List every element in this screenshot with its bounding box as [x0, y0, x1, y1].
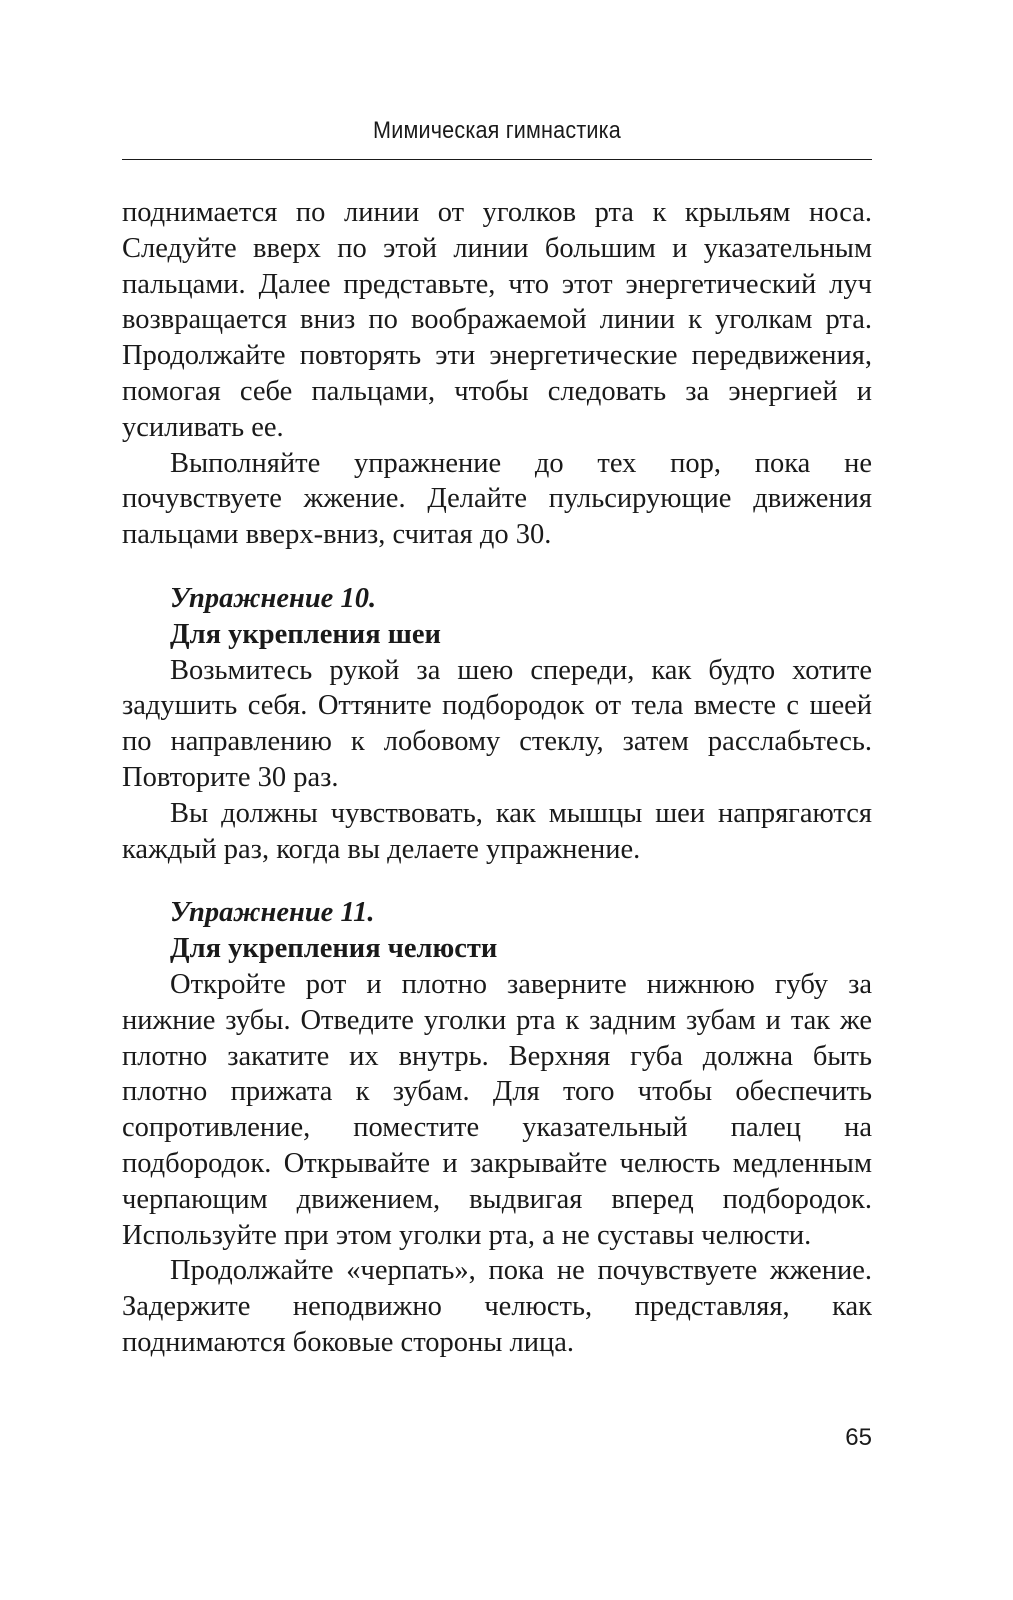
exercise-11-title: Для укрепления челюсти: [170, 933, 498, 965]
header-rule: [122, 159, 872, 160]
exercise-10-number: Упражнение 10.: [170, 582, 377, 614]
exercise-11-heading: [122, 895, 872, 967]
exercise-11-paragraph-1: Откройте рот и плотно заверните нижнюю губу за нижние зубы. Отведите уголки рта к задним зубам и так же плотно закатите их внутрь. Верхняя губа должна быть плотно прижата к зубам. Для того чтобы обеспечить сопротивление, поместите указательный палец на подбородок. Открывайте и закрывайте челюсть медленным черпающим движением, выдвигая вперед подбородок. Используйте при этом уголки рта, а не суставы челюсти.: [122, 968, 872, 1251]
paragraph-continued: поднимается по линии от уголков рта к крыльям носа. Следуйте вверх по этой линии большим и указательным пальцами. Далее представьте, что этот энергетический луч возвращается вниз по воображаемой линии к уголкам рта. Продолжайте повторять эти энергетические передвижения, помогая себе пальцами, чтобы следовать за энергией и усиливать ее.: [122, 197, 872, 443]
exercise-10-title: Для укрепления шеи: [170, 618, 441, 650]
exercise-10-paragraph-1: Возьмитесь рукой за шею спереди, как будто хотите задушить себя. Оттяните подбородок от тела вместе с шеей по направлению к лобовому стеклу, затем расслабьтесь. Повторите 30 раз.: [122, 654, 872, 793]
exercise-11-paragraph-2: Продолжайте «черпать», пока не почувствуете жжение. Задержите неподвижно челюсть, представляя, как поднимаются боковые стороны лица.: [122, 1255, 872, 1358]
page-number: 65: [845, 1424, 872, 1451]
exercise-11-number: Упражнение 11.: [170, 897, 375, 929]
exercise-10-paragraph-2: Вы должны чувствовать, как мышцы шеи напрягаются каждый раз, когда вы делаете упражнение.: [122, 797, 872, 865]
paragraph: Выполняйте упражнение до тех пор, пока не почувствуете жжение. Делайте пульсирующие движения пальцами вверх-вниз, считая до 30.: [122, 447, 872, 551]
running-head: Мимическая гимнастика: [373, 117, 621, 144]
exercise-10-heading: [122, 581, 872, 653]
page-body: [122, 195, 872, 1361]
